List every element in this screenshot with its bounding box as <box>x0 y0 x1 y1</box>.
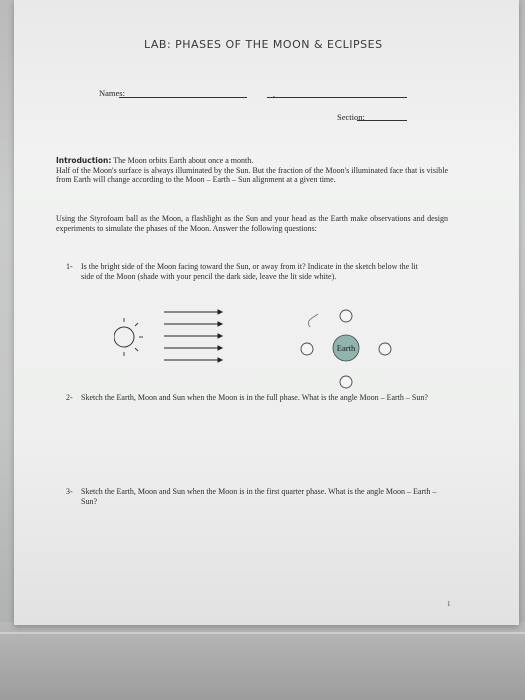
pencil-mark <box>308 314 318 327</box>
introduction-line-2: Half of the Moon's surface is always illuminated by the Sun. But the fraction of the Moon's illuminated face that is visible from Earth will change according to the Moon – Earth – Sun alignment at a given time. <box>56 165 448 184</box>
page-number: 1 <box>447 600 451 608</box>
name-blank-2[interactable] <box>267 97 407 98</box>
question-2-text: Sketch the Earth, Moon and Sun when the Moon is in the full phase. What is the angle Moon – Earth – Sun? <box>81 393 428 402</box>
introduction-line-1: The Moon orbits Earth about once a month. <box>113 156 254 165</box>
question-1-text: Is the bright side of the Moon facing toward the Sun, or away from it? Indicate in the sketch below the lit side of the Moon (shade with your pencil the dark side, leave the lit side white). <box>81 262 418 281</box>
section-label: Section: <box>337 112 365 122</box>
question-1-number: 1- <box>66 262 73 271</box>
worksheet-page <box>14 0 519 625</box>
moon-bottom[interactable] <box>340 376 352 388</box>
question-3-text: Sketch the Earth, Moon and Sun when the Moon is in the first quarter phase. What is the angle Moon – Earth – Sun? <box>81 487 437 506</box>
moon-left[interactable] <box>301 343 313 355</box>
names-separator: , <box>273 90 275 99</box>
earth-label: Earth <box>336 343 356 353</box>
worksheet-title: LAB: PHASES OF THE MOON & ECLIPSES <box>144 38 383 51</box>
sun-icon <box>114 318 143 356</box>
moon-right[interactable] <box>379 343 391 355</box>
name-blank-1[interactable] <box>119 97 247 98</box>
question-3-number: 3- <box>66 487 73 496</box>
section-blank[interactable] <box>357 120 407 121</box>
moon-top[interactable] <box>340 310 352 322</box>
introduction-paragraph <box>56 156 448 185</box>
question-2-number: 2- <box>66 393 73 402</box>
paper-edge <box>0 632 525 634</box>
moon-phase-diagram <box>114 300 424 400</box>
names-label: Names: <box>99 88 125 98</box>
introduction-heading: Introduction: <box>56 156 112 165</box>
instructions-paragraph: Using the Styrofoam ball as the Moon, a flashlight as the Sun and your head as the Earth make observations and design experiments to simulate the phases of the Moon. Answer the following questions: <box>56 214 448 233</box>
sunlight-arrows <box>164 310 222 362</box>
